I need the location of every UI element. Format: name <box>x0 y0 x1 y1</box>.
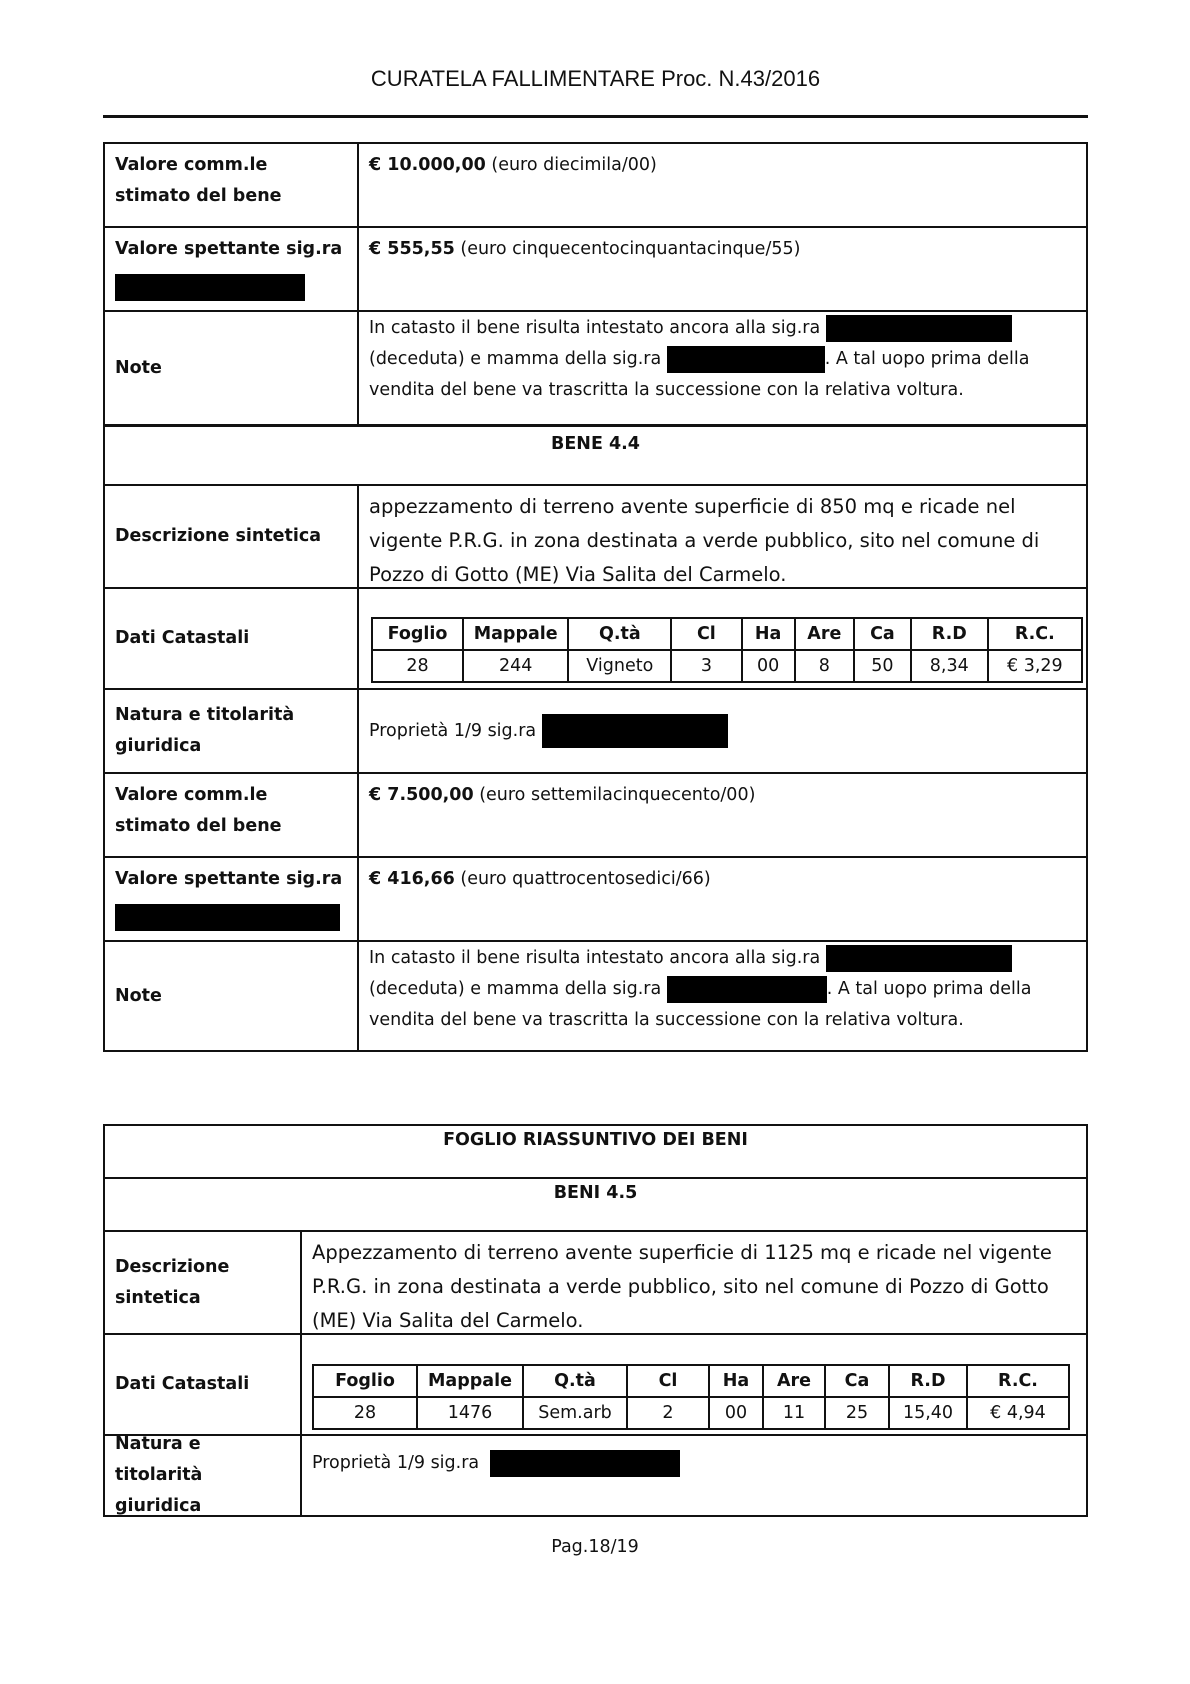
catasto-cell: 1476 <box>417 1397 523 1429</box>
redacted-name <box>826 315 1012 342</box>
catasto-header: Mappale <box>463 618 568 650</box>
valore-spettante-amount-2: € 416,66 <box>369 869 455 889</box>
catasto-header: R.C. <box>967 1365 1069 1397</box>
descrizione-row <box>105 486 1086 589</box>
descrizione-label: Descrizione sintetica <box>105 486 359 587</box>
catasto-header: R.C. <box>988 618 1082 650</box>
natura-label: Natura e titolarità giuridica <box>105 690 359 772</box>
catasto-data-row <box>372 650 1082 682</box>
valore-comm-amount-2: € 7.500,00 <box>369 785 474 805</box>
catasto-header: Cl <box>671 618 741 650</box>
valore-comm-value-2 <box>359 774 1086 856</box>
descrizione-label-2: Descrizione sintetica <box>105 1232 302 1333</box>
redacted-name <box>542 714 728 748</box>
note-line1-2: In catasto il bene risulta intestato ancora alla sig.ra <box>369 948 826 968</box>
catasto-header: Q.tà <box>523 1365 627 1397</box>
natura-value <box>359 690 1086 772</box>
catasto-cell: 2 <box>627 1397 709 1429</box>
note-row <box>105 312 1086 427</box>
dati-catastali-label: Dati Catastali <box>105 589 359 688</box>
catasto-data-row <box>313 1397 1069 1429</box>
valore-spettante-label-cell <box>105 228 359 310</box>
valore-spettante-label-cell-2 <box>105 858 359 940</box>
valore-spettante-words: (euro cinquecentocinquantacinque/55) <box>454 239 801 259</box>
catasto-header: Are <box>763 1365 825 1397</box>
redacted-name <box>115 904 340 931</box>
valore-comm-label-2: Valore comm.le stimato del bene <box>105 774 359 856</box>
catasto-cell: 8 <box>795 650 854 682</box>
catasto-header: Cl <box>627 1365 709 1397</box>
beni-title-row <box>105 1179 1086 1232</box>
note-line3: vendita del bene va trascritta la successione con la relativa voltura. <box>369 380 964 400</box>
note-line2b-2: . A tal uopo prima della <box>826 979 1032 999</box>
note-line3-2: vendita del bene va trascritta la successione con la relativa voltura. <box>369 1010 964 1030</box>
note-row-2 <box>105 942 1086 1050</box>
valore-spettante-value-2 <box>359 858 1086 940</box>
catasto-header: Ha <box>742 618 795 650</box>
valore-spettante-row <box>105 228 1086 312</box>
catasto-cell: 28 <box>372 650 463 682</box>
catasto-header: R.D <box>889 1365 967 1397</box>
catasto-cell: € 3,29 <box>988 650 1082 682</box>
beni-title: BENI 4.5 <box>553 1183 638 1203</box>
valore-spettante-row-2 <box>105 858 1086 942</box>
catasto-cell: 244 <box>463 650 568 682</box>
catasto-cell: 28 <box>313 1397 417 1429</box>
natura-row-2 <box>105 1436 1086 1515</box>
catasto-header: Ca <box>854 618 911 650</box>
natura-value-2 <box>302 1436 1086 1515</box>
note-label-2: Note <box>105 942 359 1050</box>
header-divider <box>103 115 1088 118</box>
natura-text: Proprietà 1/9 sig.ra <box>369 720 537 741</box>
catasto-table-2 <box>312 1364 1070 1430</box>
redacted-name <box>667 976 827 1003</box>
note-label: Note <box>105 312 359 424</box>
catasto-header: R.D <box>911 618 988 650</box>
descrizione-text: appezzamento di terreno avente superficie di 850 mq e ricade nel vigente P.R.G. in zona destinata a verde pubblico, sito nel comune di Pozzo di Gotto (ME) Via Salita del Carmelo. <box>369 495 1040 586</box>
descrizione-text-2: Appezzamento di terreno avente superficie di 1125 mq e ricade nel vigente P.R.G. in zona destinata a verde pubblico, sito nel comune di Pozzo di Gotto (ME) Via Salita del Carmelo. <box>312 1241 1052 1332</box>
valore-spettante-words-2: (euro quattrocentosedici/66) <box>454 869 711 889</box>
riassunto-title: FOGLIO RIASSUNTIVO DEI BENI <box>443 1130 748 1150</box>
valore-comm-row <box>105 144 1086 228</box>
riassunto-title-row <box>105 1126 1086 1179</box>
bene-title-row <box>105 427 1086 486</box>
valore-comm-row-2 <box>105 774 1086 858</box>
redacted-name <box>826 945 1012 972</box>
valore-spettante-label: Valore spettante sig.ra <box>115 239 343 259</box>
catasto-header: Q.tà <box>568 618 671 650</box>
catasto-cell: Vigneto <box>568 650 671 682</box>
catasto-header: Foglio <box>372 618 463 650</box>
valore-comm-words-2: (euro settemilacinquecento/00) <box>473 785 756 805</box>
note-line1: In catasto il bene risulta intestato ancora alla sig.ra <box>369 318 826 338</box>
natura-text-2: Proprietà 1/9 sig.ra <box>312 1453 485 1473</box>
catasto-header: Ca <box>825 1365 889 1397</box>
note-value <box>359 312 1086 424</box>
catasto-header: Ha <box>709 1365 763 1397</box>
bene-table <box>103 142 1088 1052</box>
redacted-name <box>490 1450 680 1477</box>
valore-comm-words: (euro diecimila/00) <box>485 155 657 175</box>
redacted-name <box>667 346 825 373</box>
dati-catastali-label-2: Dati Catastali <box>105 1335 302 1434</box>
catasto-cell: 00 <box>709 1397 763 1429</box>
catasto-header: Foglio <box>313 1365 417 1397</box>
valore-spettante-amount: € 555,55 <box>369 239 455 259</box>
dati-catastali-row-2 <box>105 1335 1086 1436</box>
valore-comm-label: Valore comm.le stimato del bene <box>105 144 359 226</box>
bene-title: BENE 4.4 <box>551 434 640 454</box>
valore-comm-value <box>359 144 1086 226</box>
catasto-cell: 25 <box>825 1397 889 1429</box>
catasto-cell: 00 <box>742 650 795 682</box>
natura-row <box>105 690 1086 774</box>
catasto-cell: 15,40 <box>889 1397 967 1429</box>
catasto-table <box>371 617 1083 683</box>
note-line2a-2: (deceduta) e mamma della sig.ra <box>369 979 667 999</box>
note-line2a: (deceduta) e mamma della sig.ra <box>369 349 667 369</box>
catasto-cell: Sem.arb <box>523 1397 627 1429</box>
redacted-name <box>115 274 305 301</box>
natura-label-2: Natura e titolarità giuridica <box>105 1436 302 1515</box>
descrizione-row-2 <box>105 1232 1086 1335</box>
page-number: Pag.18/19 <box>551 1537 639 1557</box>
catasto-cell: 3 <box>671 650 741 682</box>
catasto-header-row <box>313 1365 1069 1397</box>
catasto-header: Are <box>795 618 854 650</box>
catasto-cell: 8,34 <box>911 650 988 682</box>
catasto-header: Mappale <box>417 1365 523 1397</box>
dati-catastali-row <box>105 589 1086 690</box>
catasto-cell: 50 <box>854 650 911 682</box>
catasto-header-row <box>372 618 1082 650</box>
riassunto-table <box>103 1124 1088 1517</box>
page-header-title: CURATELA FALLIMENTARE Proc. N.43/2016 <box>370 66 821 91</box>
valore-comm-amount: € 10.000,00 <box>369 155 486 175</box>
note-value-2 <box>359 942 1086 1050</box>
catasto-cell: € 4,94 <box>967 1397 1069 1429</box>
valore-spettante-value <box>359 228 1086 310</box>
valore-spettante-label-2: Valore spettante sig.ra <box>115 869 343 889</box>
note-line2b: . A tal uopo prima della <box>824 349 1030 369</box>
catasto-cell: 11 <box>763 1397 825 1429</box>
